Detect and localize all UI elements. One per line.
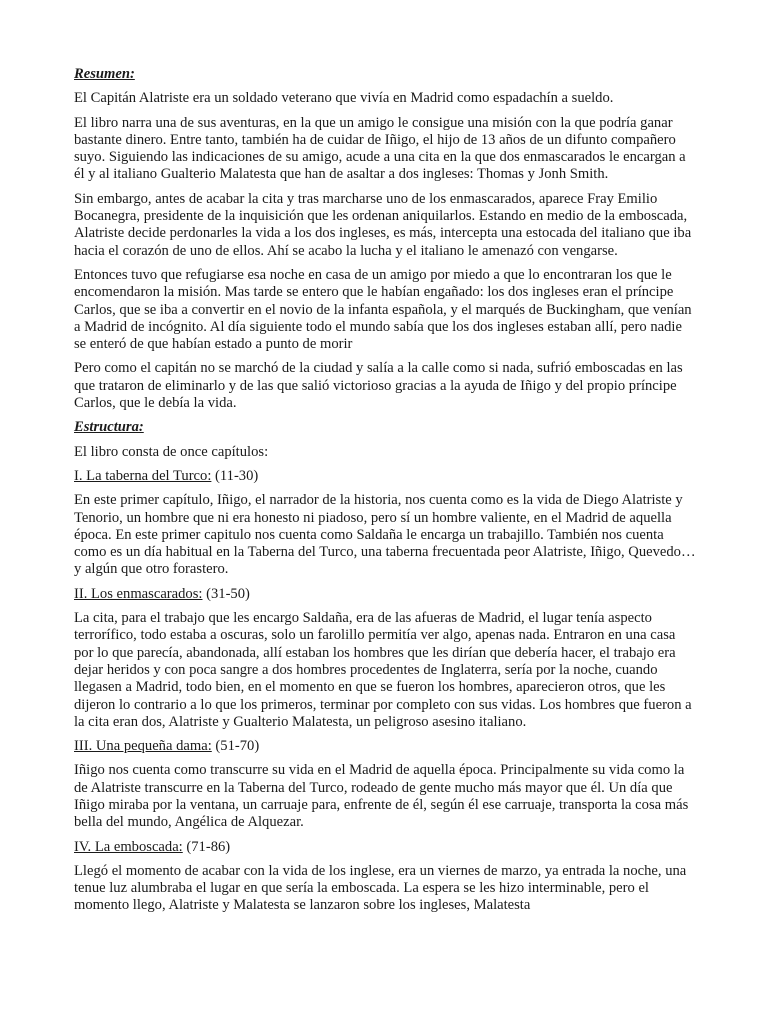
resumen-paragraph-1: El Capitán Alatriste era un soldado veterano que vivía en Madrid como espadachín a sueldo. (74, 90, 614, 107)
resumen-paragraph-5: Pero como el capitán no se marchó de la ciudad y salía a la calle como si nada, sufrió emboscadas en las que trataron de eliminarlo y de las que salió victorioso gracias a la ayuda de Iñigo y del propio príncipe Carlos, que le debía la vida. (74, 360, 683, 412)
chapter-4-heading (74, 839, 696, 856)
chapter-3-pages: (51-70) (211, 738, 260, 755)
estructura-intro: El libro consta de once capítulos: (74, 443, 269, 460)
resumen-heading-text: Resumen: (74, 66, 135, 82)
estructura-heading-text: Estructura: (74, 419, 144, 436)
chapter-4-title: IV. La emboscada: (74, 838, 183, 855)
chapter-1-title: I. La taberna del Turco: (74, 467, 212, 484)
resumen-paragraph-4: Entonces tuvo que refugiarse esa noche en casa de un amigo por miedo a que lo encontraran los que le encomendaron la misión. Mas tarde se entero que le habían engañado: los dos ingleses eran el príncipe Carlos, que se iba a convertir en el novio de la infanta española, y el marqués de Buckingham, que venían a Madrid de incógnito. Al día siguiente todo el mundo sabía que los dos ingleses estaban allí, pero nadie se enteró de que habían estado a punto de morir (74, 266, 692, 353)
chapter-2-heading (74, 586, 696, 603)
resumen-heading (74, 66, 696, 83)
chapter-1-heading (74, 468, 696, 485)
document-page (74, 66, 696, 922)
chapter-2-title: II. Los enmascarados: (74, 585, 203, 602)
estructura-heading (74, 419, 696, 436)
chapter-3-text: Iñigo nos cuenta como transcurre su vida en el Madrid de aquella época. Principalmente su vida como la de Alatriste transcurre en la Taberna del Turco, rodeado de gente mucho más mayor que él. Un día que Iñigo miraba por la ventana, un carruaje para, enfrente de él, según él ese carruaje, transporta la cosa más bella del mundo, Angélica de Alquezar. (74, 762, 689, 831)
chapter-4-pages: (71-86) (182, 838, 231, 855)
chapter-1-pages: (11-30) (211, 467, 259, 484)
chapter-3-heading (74, 738, 696, 755)
chapter-4-text: Llegó el momento de acabar con la vida de los inglese, era un viernes de marzo, ya entrada la noche, una tenue luz alumbraba el lugar en que sería la emboscada. La espera se les hizo interminable, pero el momento llego, Alatriste y Malatesta se lanzaron sobre los ingleses, Malatesta (74, 862, 687, 914)
chapter-1-text: En este primer capítulo, Iñigo, el narrador de la historia, nos cuenta como es la vida de Diego Alatriste y Tenorio, un hombre que ni era honesto ni piadoso, pero sí un hombre valiente, en el Madrid de aquella época. En este primer capitulo nos cuenta como Saldaña le encarga un trabajillo. También nos cuenta como es un día habitual en la Taberna del Turco, una taberna frecuentada peor Alatriste, Iñigo, Quevedo… y algún que otro forastero. (74, 492, 696, 578)
resumen-paragraph-2: El libro narra una de sus aventuras, en la que un amigo le consigue una misión con la que podría ganar bastante dinero. Entre tanto, también ha de cuidar de Iñigo, el hijo de 13 años de un difunto compañero suyo. Siguiendo las indicaciones de su amigo, acude a una cita en la que dos enmascarados le encargan a él y al italiano Gualterio Malatesta que han de asaltar a dos ingleses: Thomas y Jonh Smith. (74, 114, 686, 183)
chapter-2-text: La cita, para el trabajo que les encargo Saldaña, era de las afueras de Madrid, el lugar tenía aspecto terrorífico, todo estaba a oscuras, solo un farolillo permitía ver algo, apenas nada. Entraron en una casa por lo que parecía, abandonada, allí estaban los hombres que les dirían que debería hacer, el trabajo era dejar heridos y con poca sangre a dos hombres procedentes de Inglaterra, sería por la noche, cuando llegasen a Madrid, todo bien, en el momento en que se fueron los hombres, aparecieron otros, que les dijeron lo contrario a lo que los primeros, terminar por completo con sus vidas. Los hombres que fueron a la cita eran dos, Alatriste y Gualterio Malatesta, un peligroso asesino italiano. (74, 610, 692, 730)
resumen-paragraph-3: Sin embargo, antes de acabar la cita y tras marcharse uno de los enmascarados, aparece Fray Emilio Bocanegra, presidente de la inquisición que les ordenan aniquilarlos. Estando en medio de la emboscada, Alatriste decide perdonarles la vida a los dos ingleses, es más, intercepta una estocada del italiano que iba hacia el corazón de uno de ellos. Ahí se acabo la lucha y el italiano le amenazó con vengarse. (74, 190, 692, 259)
chapter-3-title: III. Una pequeña dama: (74, 738, 212, 755)
chapter-2-pages: (31-50) (202, 585, 250, 602)
